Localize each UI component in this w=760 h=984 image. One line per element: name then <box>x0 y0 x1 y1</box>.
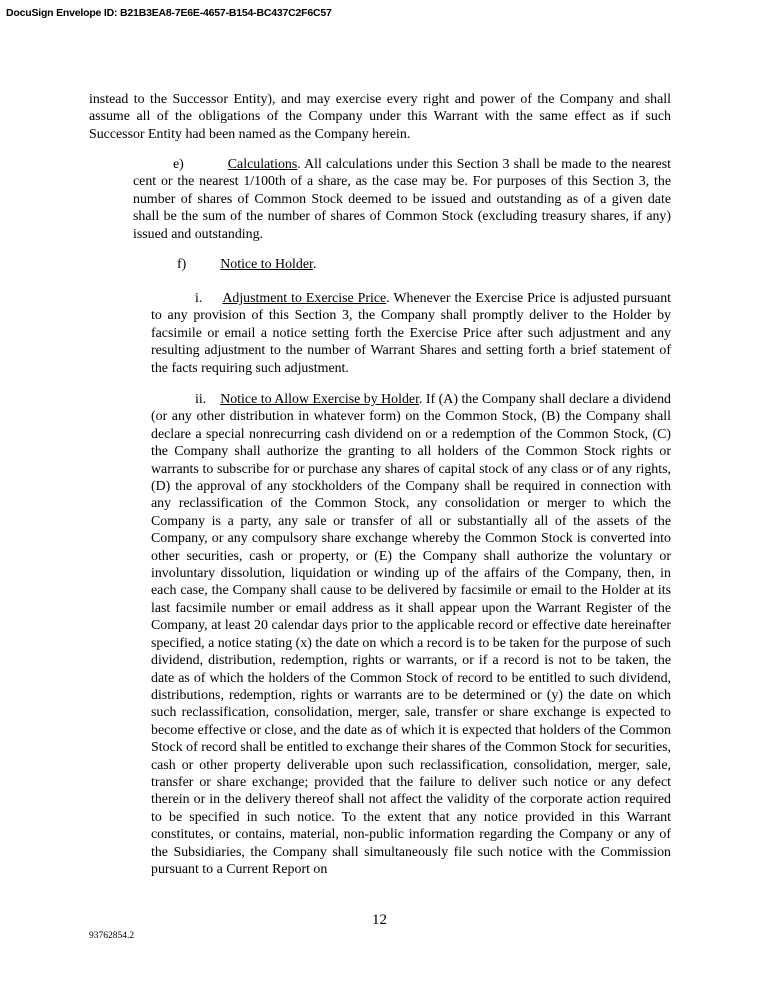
paragraph-f-i-heading: Adjustment to Exercise Price <box>222 291 387 306</box>
paragraph-f-ii <box>151 391 671 878</box>
paragraph-f-ii-marker: ii. <box>195 392 207 407</box>
paragraph-f-i <box>151 290 671 377</box>
paragraph-f-ii-text: . If (A) the Company shall declare a dividend (or any other distribution in whatever form) on the Common Stock, (B) the Company shall declare a special nonrecurring cash dividend on or a redemption of the Common Stock, (C) the Company shall authorize the granting to all holders of the Common Stock rights or warrants to subscribe for or purchase any shares of capital stock of any class or of any rights, (D) the approval of any stockholders of the Company shall be required in connection with any reclassification of the Common Stock, any consolidation or merger to which the Company is a party, any sale or transfer of all or substantially all of the assets of the Company, or any compulsory share exchange whereby the Common Stock is converted into other securities, cash or property, or (E) the Company shall authorize the voluntary or involuntary dissolution, liquidation or winding up of the affairs of the Company, then, in each case, the Company shall cause to be delivered by facsimile or email to the Holder at its last facsimile number or email address as it shall appear upon the Warrant Register of the Company, at least 20 calendar days prior to the applicable record or effective date hereinafter specified, a notice stating (x) the date on which a record is to be taken for the purpose of such dividend, distribution, redemption, rights or warrants, or if a record is not to be taken, the date as of which the holders of the Common Stock of record to be entitled to such dividend, distributions, redemption, rights or warrants are to be determined or (y) the date on which such reclassification, consolidation, merger, sale, transfer or share exchange is expected to become effective or close, and the date as of which it is expected that holders of the Common Stock of record shall be entitled to exchange their shares of the Common Stock for securities, cash or other property deliverable upon such reclassification, consolidation, merger, sale, transfer or share exchange; provided that the failure to deliver such notice or any defect therein or in the delivery thereof shall not affect the validity of the corporate action required to be specified in such notice. To the extent that any notice provided in this Warrant constitutes, or contains, material, non-public information regarding the Company or any of the Subsidiaries, the Company shall simultaneously file such notice with the Commission pursuant to a Current Report on <box>151 392 671 877</box>
paragraph-f-i-text: . Whenever the Exercise Price is adjusted pursuant to any provision of this Section 3, the Company shall promptly deliver to the Holder by facsimile or email a notice setting forth the Exercise Price after such adjustment and any resulting adjustment to the number of Warrant Shares and setting forth a brief statement of the facts requiring such adjustment. <box>151 291 671 376</box>
paragraph-e-text: . All calculations under this Section 3 shall be made to the nearest cent or the nearest 1/100th of a share, as the case may be. For purposes of this Section 3, the number of shares of Common Stock deemed to be issued and outstanding as of a given date shall be the sum of the number of shares of Common Stock (excluding treasury shares, if any) issued and outstanding. <box>133 157 671 242</box>
paragraph-e-marker: e) <box>173 157 184 172</box>
paragraph-f-ii-heading: Notice to Allow Exercise by Holder <box>220 392 419 407</box>
document-number: 93762854.2 <box>89 931 135 941</box>
envelope-id: DocuSign Envelope ID: B21B3EA8-7E6E-4657-B154-BC437C2F6C57 <box>6 7 332 19</box>
paragraph-f-suffix: . <box>312 257 317 272</box>
paragraph-e-calculations <box>133 156 671 243</box>
paragraph-continuation: instead to the Successor Entity), and may exercise every right and power of the Company and shall assume all of the obligations of the Company under this Warrant with the same effect as if such Successor Entity had been named as the Company herein. <box>89 92 671 142</box>
paragraph-f-marker: f) <box>177 257 187 272</box>
paragraph-f-notice <box>177 256 316 273</box>
paragraph-e-heading: Calculations <box>227 157 298 172</box>
paragraph-f-i-marker: i. <box>195 291 203 306</box>
paragraph-f-heading: Notice to Holder <box>220 257 313 272</box>
page-number: 12 <box>372 912 387 928</box>
